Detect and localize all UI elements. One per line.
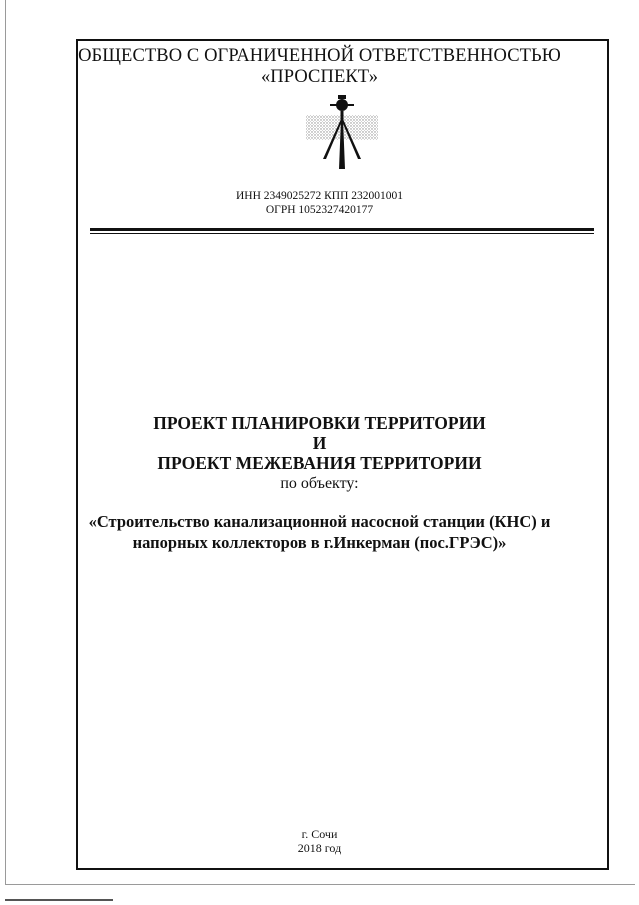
ogrn-line: ОГРН 1052327420177 <box>265 204 374 216</box>
object-line2: напорных коллекторов в г.Инкерман (пос.ГРЭС)» <box>132 533 507 552</box>
inn-kpp-line: ИНН 2349025272 КПП 232001001 <box>235 190 404 202</box>
header-rule-thick <box>90 228 594 231</box>
object-line1: «Строительство канализационной насосной станции (КНС) и <box>88 512 551 531</box>
title-line1: ПРОЕКТ ПЛАНИРОВКИ ТЕРРИТОРИИ <box>153 413 486 433</box>
org-name-line2: «ПРОСПЕКТ» <box>260 67 379 87</box>
surveyor-tripod-logo-icon <box>302 95 382 171</box>
title-line2: И <box>312 433 327 453</box>
header-rule-thin <box>90 233 594 234</box>
page-edge-bottom <box>5 884 635 885</box>
footer-city: г. Сочи <box>301 827 338 841</box>
title-line4: по объекту: <box>280 475 359 492</box>
scan-mark <box>5 899 113 901</box>
org-name-line1: ОБЩЕСТВО С ОГРАНИЧЕННОЙ ОТВЕТСТВЕННОСТЬЮ <box>78 46 561 66</box>
footer-year: 2018 год <box>297 841 342 855</box>
title-line3: ПРОЕКТ МЕЖЕВАНИЯ ТЕРРИТОРИИ <box>157 453 482 473</box>
